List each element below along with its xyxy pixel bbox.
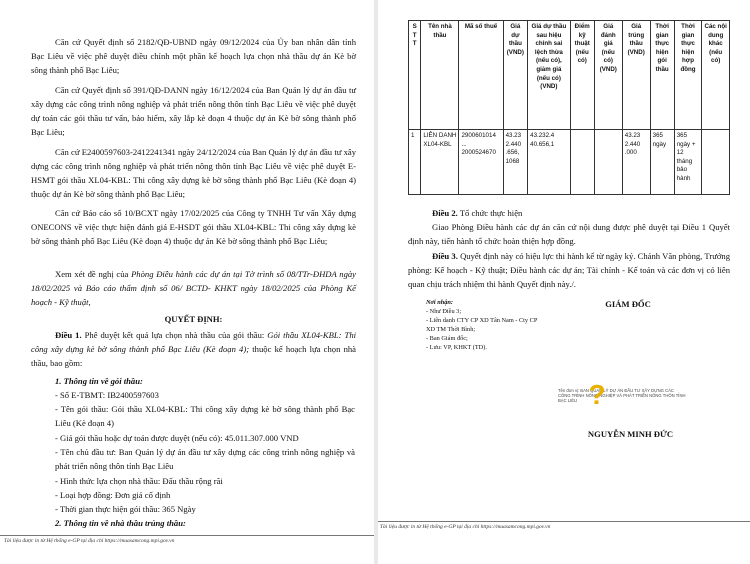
table-row (409, 130, 730, 195)
col-header-evaluated-price: Giá đánh giá (nếu có) (VND) (594, 21, 622, 130)
table-header-row (409, 21, 730, 130)
left-page (0, 0, 374, 564)
signature-check-icon (584, 378, 610, 412)
col-header-other: Các nội dung khác (nếu có) (702, 21, 730, 130)
info-item-contract-type: - Loại hợp đồng: Đơn giá cố định (55, 490, 171, 500)
col-header-stt: S T T (409, 21, 421, 130)
signer-title: GIÁM ĐỐC (605, 299, 651, 309)
article-1-text: Phê duyệt kết quả lựa chọn nhà thầu của gói thầu: (81, 330, 268, 340)
right-footer: Tài liệu được in từ Hệ thống e-GP tại địa chỉ https://muasamcong.mpi.gov.vn (380, 524, 551, 530)
col-header-winning-price: Giá trúng thầu (VND) (622, 21, 650, 130)
article-1 (31, 328, 356, 370)
cell-stt: 1 (409, 130, 421, 195)
cell-package-duration: 365 ngày (650, 130, 674, 195)
footer-divider (378, 521, 750, 522)
col-header-tax-code: Mã số thuế (459, 21, 503, 130)
recipient-item: - Ban Giám đốc; (426, 335, 468, 342)
recipients-title: Nơi nhận: (426, 299, 454, 306)
col-header-package-duration: Thời gian thực hiện gói thầu (650, 21, 674, 130)
cell-bidder: LIÊN DANH XL04-KBL (421, 130, 459, 195)
legal-basis-4: Căn cứ Báo cáo số 10/BCXT ngày 17/02/2025 của Công ty TNHH Tư vấn Xây dựng ONECONS về việc thực hiện đánh giá E-HSDT gói thầu XL04-KBL: Thi công xây dựng kè bờ sông thành phố Bạc Liêu (Kè đoạn 4) thuộc dự án Kè bờ sông thành phố Bạc Liêu; (31, 208, 356, 247)
consideration-prefix: Xem xét đề nghị của (55, 269, 132, 279)
stamp-text: Tên đơn vị: BAN QUẢN LÝ DỰ ÁN ĐẦU TƯ XÂY DỰNG CÁC CÔNG TRÌNH NÔNG NGHIỆP VÀ PHÁT TRIỂN NÔNG THÔN TỈNH BẠC LIÊU (558, 388, 686, 403)
consideration-paragraph (31, 267, 356, 309)
recipient-item: - Liên danh CTY CP XD Tân Nam - Cty CP XD TM Thời Bình; (426, 317, 538, 333)
legal-basis-2: Căn cứ Quyết định số 391/QĐ-DANN ngày 16/12/2024 của Ban Quản lý dự án đầu tư xây dựng các công trình nông nghiệp và phát triển nông thôn tỉnh Bạc Liêu về việc phê duyệt dự toán các gói thầu tư vấn, bảo hiểm, xây lắp kè đoạn 4 thuộc dự án Kè bờ sông thành phố Bạc Liêu; (31, 85, 356, 138)
legal-basis-3: Căn cứ E2400597603-2412241341 ngày 24/12/2024 của Ban Quản lý dự án đầu tư xây dựng các công trình nông nghiệp và phát triển nông thôn tỉnh Bạc Liêu về việc phê duyệt E-HSMT gói thầu XL04-KBL: Thi công xây dựng kè bờ sông thành phố Bạc Liêu (Kè đoạn 4) thuộc dự án Kè bờ sông thành phố Bạc Liêu; (31, 147, 356, 200)
article-2-heading (408, 206, 730, 220)
info-item-method: - Hình thức lựa chọn nhà thầu: Đấu thầu rộng rãi (55, 476, 223, 486)
recipient-item: - Lưu: VP, KHKT (TD). (426, 344, 487, 351)
info-item-package-name: - Tên gói thầu: Gói thầu XL04-KBL: Thi công xây dựng kè bờ sông thành phố Bạc Liêu (Kè đoạn 4) (55, 404, 355, 429)
footer-divider (0, 535, 374, 536)
col-header-tech-score: Điểm kỹ thuật (nếu có) (570, 21, 594, 130)
article-2-title: Tổ chức thực hiện (457, 208, 523, 218)
cell-contract-duration: 365 ngày + 12 tháng bảo hành (674, 130, 702, 195)
cell-tech-score (570, 130, 594, 195)
info-item-tbmt: - Số E-TBMT: IB2400597603 (55, 390, 159, 400)
signer-name: NGUYỄN MINH ĐỨC (587, 429, 674, 439)
article-1-label: Điều 1. (55, 330, 82, 340)
svg-text:?: ? (588, 379, 606, 410)
left-footer: Tài liệu được in từ Hệ thống e-GP tại địa chỉ https://muasamcong.mpi.gov.vn (4, 538, 175, 544)
cell-evaluated-price (594, 130, 622, 195)
decision-heading: QUYẾT ĐỊNH: (164, 314, 223, 324)
info-item-investor: - Tên chủ đầu tư: Ban Quản lý dự án đầu tư xây dựng các công trình nông nghiệp và phát triển nông thôn tỉnh Bạc Liêu (55, 447, 355, 472)
digital-signature-stamp (558, 378, 693, 412)
article-3-label: Điều 3. (432, 251, 458, 261)
cell-bid-price: 43.23 2.440 .656, 1068 (503, 130, 528, 195)
article-1-tail: thuộc kế hoạch lựa chọn nhà thầu, bao gồm: (31, 344, 356, 369)
info-item-duration: - Thời gian thực hiện gói thầu: 365 Ngày (55, 504, 196, 514)
article-2-label: Điều 2. (432, 208, 458, 218)
cell-winning-price: 43.23 2.440 .000 (622, 130, 650, 195)
legal-basis-1: Căn cứ Quyết định số 2182/QĐ-UBND ngày 09/12/2024 của Ủy ban nhân dân tỉnh Bạc Liêu về việc phê duyệt điều chỉnh một phần kế hoạch lựa chọn nhà thầu dự án Kè bờ sông thành phố Bạc Liêu; (31, 37, 356, 76)
recipients-block (426, 298, 546, 352)
col-header-bid-price: Giá dự thầu (VND) (503, 21, 528, 130)
recipient-item: - Như Điều 3; (426, 308, 462, 315)
article-2-text: Giao Phòng Điều hành các dự án căn cứ nội dung được phê duyệt tại Điều 1 Quyết định này, tiến hành tổ chức hoàn thiện hợp đồng. (408, 222, 730, 247)
section-2-heading: 2. Thông tin về nhà thầu trúng thầu: (55, 518, 186, 528)
right-page (378, 0, 750, 564)
article-1-package: Gói thầu XL04-KBL: Thi công xây dựng kè bờ sông thành phố Bạc Liêu (Kè đoạn 4); (31, 330, 356, 355)
winning-bidder-table (408, 20, 730, 195)
section-1-heading: 1. Thông tin về gói thầu: (55, 376, 143, 386)
cell-tax-code: 2900601014 ... 2000524670 (459, 130, 503, 195)
col-header-contract-duration: Thời gian thực hiện hợp đồng (674, 21, 702, 130)
col-header-bidder: Tên nhà thầu (421, 21, 459, 130)
consideration-italic: Phòng Điều hành các dự án tại Tờ trình số 08/TTr-ĐHDA ngày 18/02/2025 và Báo cáo thẩm định số 06/ BCTD- KHKT ngày 18/02/2025 của Phòng Kế hoạch - Kỹ thuật, (31, 269, 356, 308)
col-header-adjusted-price: Giá dự thầu sau hiệu chỉnh sai lệch thừa (nếu có), giảm giá (nếu có) (VND) (528, 21, 570, 130)
article-3-text: Quyết định này có hiệu lực thi hành kể từ ngày ký. Chánh Văn phòng, Trưởng phòng: Kế hoạch - Kỹ thuật; Điều hành các dự án; Tài chính - Kế toán và các đơn vị có liên quan chịu trách nhiệm thi hành Quyết định này./. (408, 251, 730, 290)
info-item-price: - Giá gói thầu hoặc dự toán được duyệt (nếu có): 45.011.307.000 VND (55, 433, 299, 443)
cell-adjusted-price: 43.232.4 40.656,1 (528, 130, 570, 195)
cell-other (702, 130, 730, 195)
article-3 (408, 249, 730, 291)
